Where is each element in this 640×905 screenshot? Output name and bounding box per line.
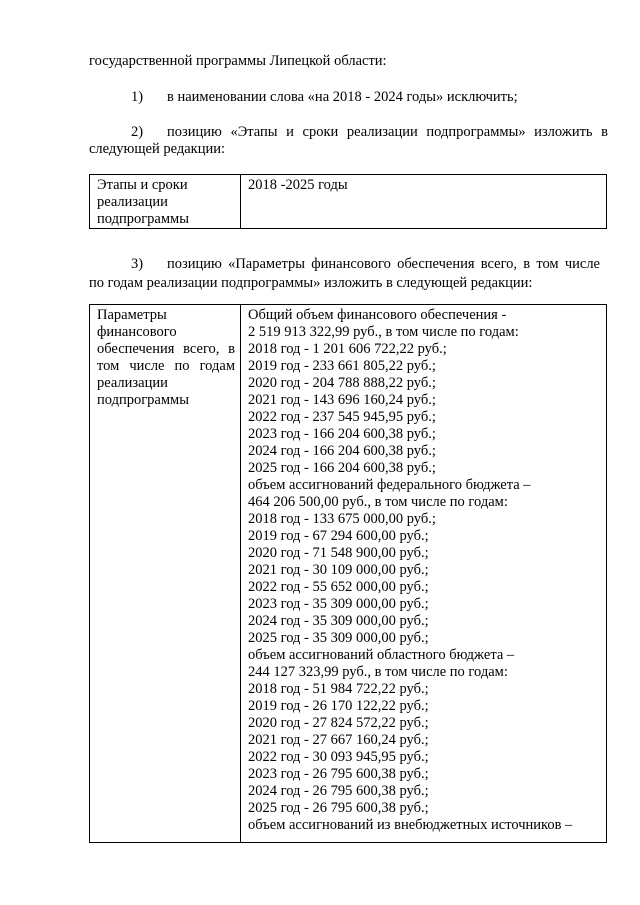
intro-line: государственной программы Липецкой области: — [89, 53, 387, 69]
finance-line: 2025 год - 35 309 000,00 руб.; — [248, 630, 429, 646]
finance-label-line: финансового — [97, 324, 177, 340]
item-3-line-2: по годам реализации подпрограммы» изложить в следующей редакции: — [89, 275, 533, 291]
finance-line: 2022 год - 30 093 945,95 руб.; — [248, 749, 429, 765]
finance-line: 2023 год - 26 795 600,38 руб.; — [248, 766, 429, 782]
finance-line: 2019 год - 26 170 122,22 руб.; — [248, 698, 429, 714]
finance-line: 244 127 323,99 руб., в том числе по годам: — [248, 664, 508, 680]
finance-line: объем ассигнований федерального бюджета – — [248, 477, 531, 493]
finance-label-cell — [90, 305, 241, 843]
finance-line: 2020 год - 204 788 888,22 руб.; — [248, 375, 436, 391]
finance-line: 2021 год - 143 696 160,24 руб.; — [248, 392, 436, 408]
stages-table — [89, 174, 607, 229]
finance-line: 2022 год - 55 652 000,00 руб.; — [248, 579, 429, 595]
finance-line: 2023 год - 166 204 600,38 руб.; — [248, 426, 436, 442]
stages-value-cell — [241, 175, 607, 229]
finance-line: 2025 год - 166 204 600,38 руб.; — [248, 460, 436, 476]
finance-line: 2024 год - 26 795 600,38 руб.; — [248, 783, 429, 799]
finance-line: 2019 год - 67 294 600,00 руб.; — [248, 528, 429, 544]
finance-line: 2025 год - 26 795 600,38 руб.; — [248, 800, 429, 816]
item-3-number: 3) — [131, 256, 144, 272]
stages-label-line: реализации — [97, 194, 168, 210]
finance-line: 2023 год - 35 309 000,00 руб.; — [248, 596, 429, 612]
finance-line: 2020 год - 27 824 572,22 руб.; — [248, 715, 429, 731]
stages-label-line: подпрограммы — [97, 211, 189, 227]
finance-line: 2018 год - 51 984 722,22 руб.; — [248, 681, 429, 697]
finance-line: объем ассигнований из внебюджетных источников – — [248, 817, 573, 833]
finance-label-line: Параметры — [97, 307, 167, 323]
finance-line: объем ассигнований областного бюджета – — [248, 647, 515, 663]
finance-line: Общий объем финансового обеспечения - — [248, 307, 507, 323]
item-2-number: 2) — [131, 124, 144, 140]
finance-line: 2024 год - 35 309 000,00 руб.; — [248, 613, 429, 629]
item-1-text: в наименовании слова «на 2018 - 2024 годы» исключить; — [167, 89, 518, 105]
item-3-line-1: позицию «Параметры финансового обеспечения всего, в том числе — [167, 256, 600, 272]
stages-label-line: Этапы и сроки — [97, 177, 188, 193]
finance-line: 2021 год - 30 109 000,00 руб.; — [248, 562, 429, 578]
finance-line: 2 519 913 322,99 руб., в том числе по годам: — [248, 324, 519, 340]
item-2-line-1: позицию «Этапы и сроки реализации подпрограммы» изложить в — [167, 124, 608, 140]
item-2-line-2: следующей редакции: — [89, 141, 226, 157]
finance-line: 2018 год - 133 675 000,00 руб.; — [248, 511, 436, 527]
stages-value: 2018 -2025 годы — [248, 177, 348, 193]
finance-line: 2020 год - 71 548 900,00 руб.; — [248, 545, 429, 561]
finance-line: 2019 год - 233 661 805,22 руб.; — [248, 358, 436, 374]
stages-label-cell — [90, 175, 241, 229]
finance-value-cell — [241, 305, 607, 843]
finance-label-line: обеспечения всего, в — [97, 341, 235, 357]
finance-line: 2022 год - 237 545 945,95 руб.; — [248, 409, 436, 425]
finance-line: 464 206 500,00 руб., в том числе по годам: — [248, 494, 508, 510]
finance-line: 2024 год - 166 204 600,38 руб.; — [248, 443, 436, 459]
finance-label-line: том числе по годам — [97, 358, 235, 374]
finance-label-line: подпрограммы — [97, 392, 189, 408]
finance-label-line: реализации — [97, 375, 168, 391]
finance-table — [89, 304, 607, 843]
finance-line: 2021 год - 27 667 160,24 руб.; — [248, 732, 429, 748]
item-1-number: 1) — [131, 89, 144, 105]
finance-line: 2018 год - 1 201 606 722,22 руб.; — [248, 341, 447, 357]
